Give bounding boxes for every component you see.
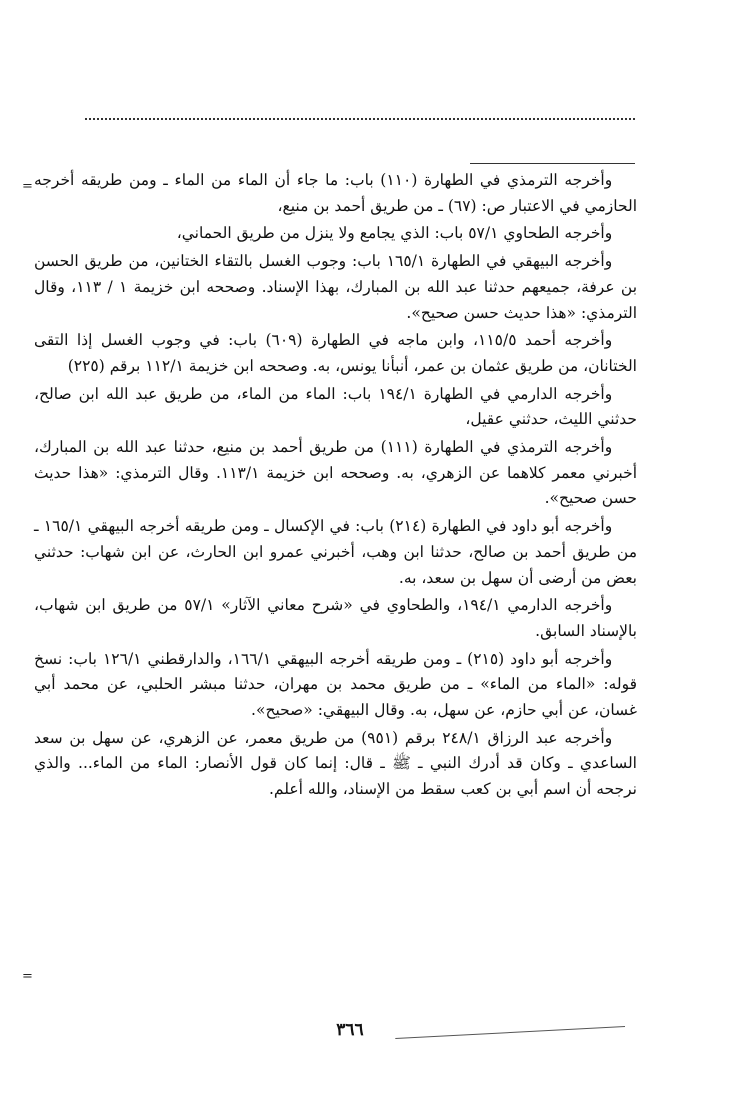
footnote-paragraph: وأخرجه الترمذي في الطهارة (١١٠) باب: ما جاء أن الماء من الماء ـ ومن طريقه أخرجه الحازمي في الاعتبار ص: (٦٧) ـ من طريق أحمد بن منيع،: [34, 171, 637, 215]
margin-mark-bottom: =: [22, 969, 33, 984]
decorative-line: [395, 1026, 625, 1039]
footnotes-block: [34, 168, 637, 805]
footnote-paragraph: وأخرجه الترمذي في الطهارة (١١١) من طريق أحمد بن منيع، حدثنا عبد الله بن المبارك، أخبرني معمر كلاهما عن الزهري، به. وصححه ابن خزيمة ١١٣/١. وقال الترمذي: «هذا حديث حسن صحيح».: [34, 438, 638, 508]
footnote-paragraph: وأخرجه الطحاوي ٥٧/١ باب: الذي يجامع ولا ينزل من طريق الحماني،: [176, 224, 613, 243]
footnote-paragraph: وأخرجه الدارمي ١٩٤/١، والطحاوي في «شرح معاني الآثار» ٥٧/١ من طريق ابن شهاب، بالإسناد السابق.: [34, 596, 637, 640]
footnote-paragraph: وأخرجه عبد الرزاق ٢٤٨/١ برقم (٩٥١) من طريق معمر، عن الزهري، عن سهل بن سعد الساعدي ـ وكان قد أدرك النبي ـ ﷺ ـ قال: إنما كان قول الأنصار: الماء من الماء... والذي نرجحه أن اسم أبي بن كعب سقط من الإسناد، والله أعلم.: [34, 728, 637, 799]
footnote-paragraph: وأخرجه أبو داود في الطهارة (٢١٤) باب: في الإكسال ـ ومن طريقه أخرجه البيهقي ١٦٥/١ ـ من طريق أحمد بن صالح، حدثنا ابن وهب، أخبرني عمرو ابن الحارث، عن ابن شهاب: حدثني بعض من أرضى أن سهل بن سعد، به.: [34, 517, 637, 587]
dotted-separator: [85, 118, 635, 120]
margin-mark-top: =: [22, 179, 33, 194]
footnote-paragraph: وأخرجه أبو داود (٢١٥) ـ ومن طريقه أخرجه البيهقي ١٦٦/١، والدارقطني ١٢٦/١ باب: نسخ قوله: «الماء من الماء» ـ من طريق محمد بن مهران، حدثنا مبشر الحلبي، عن محمد أبي غسان، عن أبي حازم، عن سهل، به. وقال البيهقي: «صحيح».: [34, 649, 637, 720]
footnote-paragraph: وأخرجه البيهقي في الطهارة ١٦٥/١ باب: وجوب الغسل بالتقاء الختانين، من طريق الحسن بن عرفة، جميعهم حدثنا عبد الله بن المبارك، بهذا الإسناد. وصححه ابن خزيمة ١ / ١١٣، وقال الترمذي: «هذا حديث حسن صحيح».: [34, 252, 638, 322]
footnote-paragraph: وأخرجه أحمد ١١٥/٥، وابن ماجه في الطهارة (٦٠٩) باب: في وجوب الغسل إذا التقى الختانان، من طريق عثمان بن عمر، أنبأنا يونس، به. وصححه ابن خزيمة ١١٢/١ برقم (٢٢٥): [34, 331, 637, 375]
page-number: ٣٦٦: [336, 1020, 364, 1040]
footnote-rule: [470, 163, 635, 164]
footnote-paragraph: وأخرجه الدارمي في الطهارة ١٩٤/١ باب: الماء من الماء، من طريق عبد الله ابن صالح، حدثني الليث، حدثني عقيل،: [34, 384, 637, 429]
